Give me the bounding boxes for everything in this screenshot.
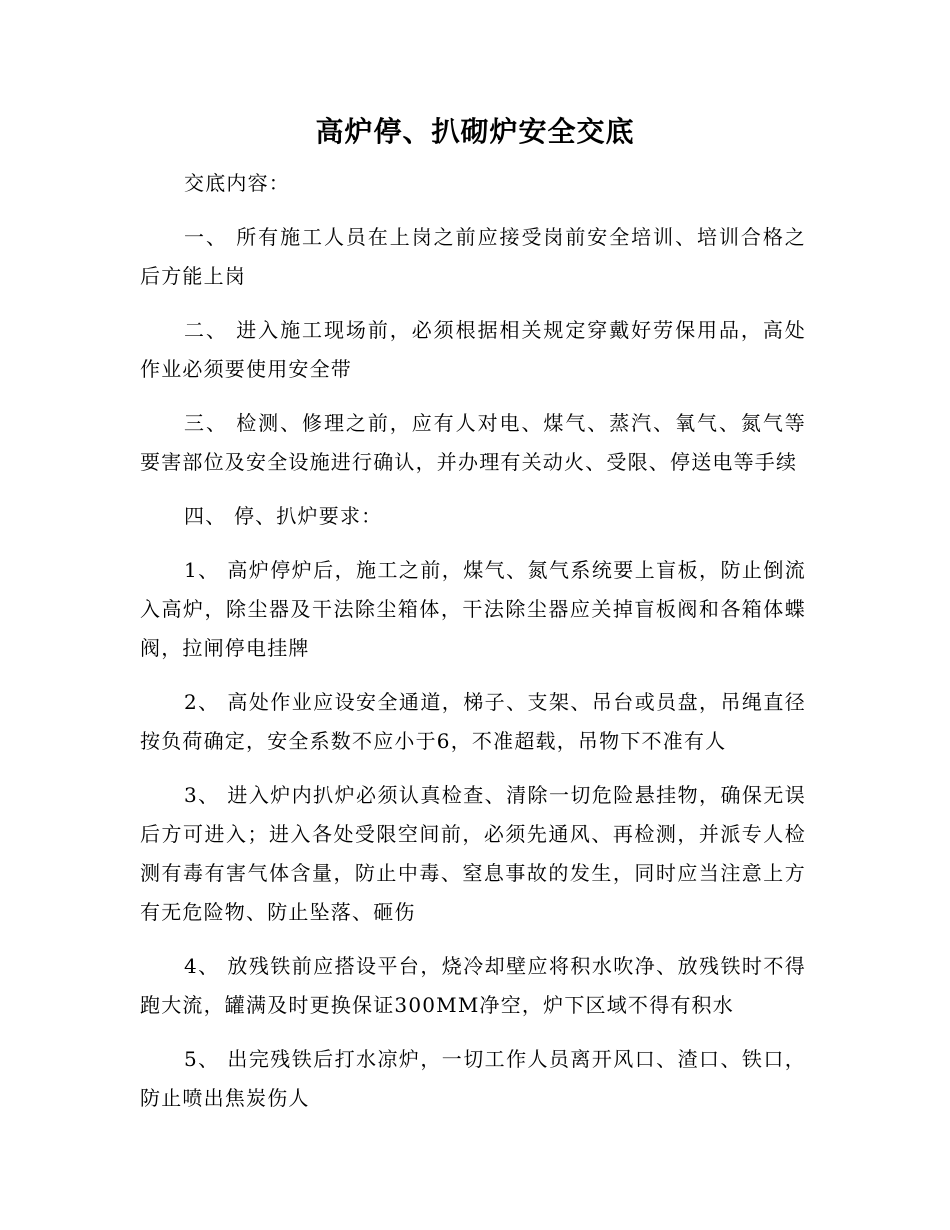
paragraph-item-2: 2、 高处作业应设安全通道，梯子、支架、吊台或员盘，吊绳直径按负荷确定，安全系数不应小于6，不准超载，吊物下不准有人 <box>140 690 806 753</box>
paragraph-section-4: 四、 停、扒炉要求： <box>184 504 383 528</box>
paragraph-intro: 交底内容： <box>184 171 290 195</box>
paragraph-section-2: 二、 进入施工现场前，必须根据相关规定穿戴好劳保用品，高处作业必须要使用安全带 <box>140 318 806 381</box>
paragraph-item-4: 4、 放残铁前应搭设平台，烧冷却壁应将积水吹净、放残铁时不得跑大流，罐满及时更换保证300MM净空，炉下区域不得有积水 <box>140 954 806 1017</box>
paragraph-section-3: 三、 检测、修理之前，应有人对电、煤气、蒸汽、氧气、氮气等要害部位及安全设施进行确认，并办理有关动火、受限、停送电等手续 <box>140 411 806 474</box>
paragraph-item-1: 1、 高炉停炉后，施工之前，煤气、氮气系统要上盲板，防止倒流入高炉，除尘器及干法除尘箱体，干法除尘器应关掉盲板阀和各箱体蝶阀，拉闸停电挂牌 <box>140 558 806 660</box>
document-body <box>140 164 806 1133</box>
paragraph-section-1: 一、 所有施工人员在上岗之前应接受岗前安全培训、培训合格之后方能上岗 <box>140 225 806 288</box>
paragraph-item-3: 3、 进入炉内扒炉必须认真检查、清除一切危险悬挂物，确保无误后方可进入；进入各处受限空间前，必须先通风、再检测，并派专人检测有毒有害气体含量，防止中毒、窒息事故的发生，同时应当注意上方有无危险物、防止坠落、砸伤 <box>140 783 806 924</box>
paragraph-item-5: 5、 出完残铁后打水凉炉，一切工作人员离开风口、渣口、铁口，防止喷出焦炭伤人 <box>140 1047 806 1110</box>
document-title: 高炉停、扒砌炉安全交底 <box>315 115 635 148</box>
